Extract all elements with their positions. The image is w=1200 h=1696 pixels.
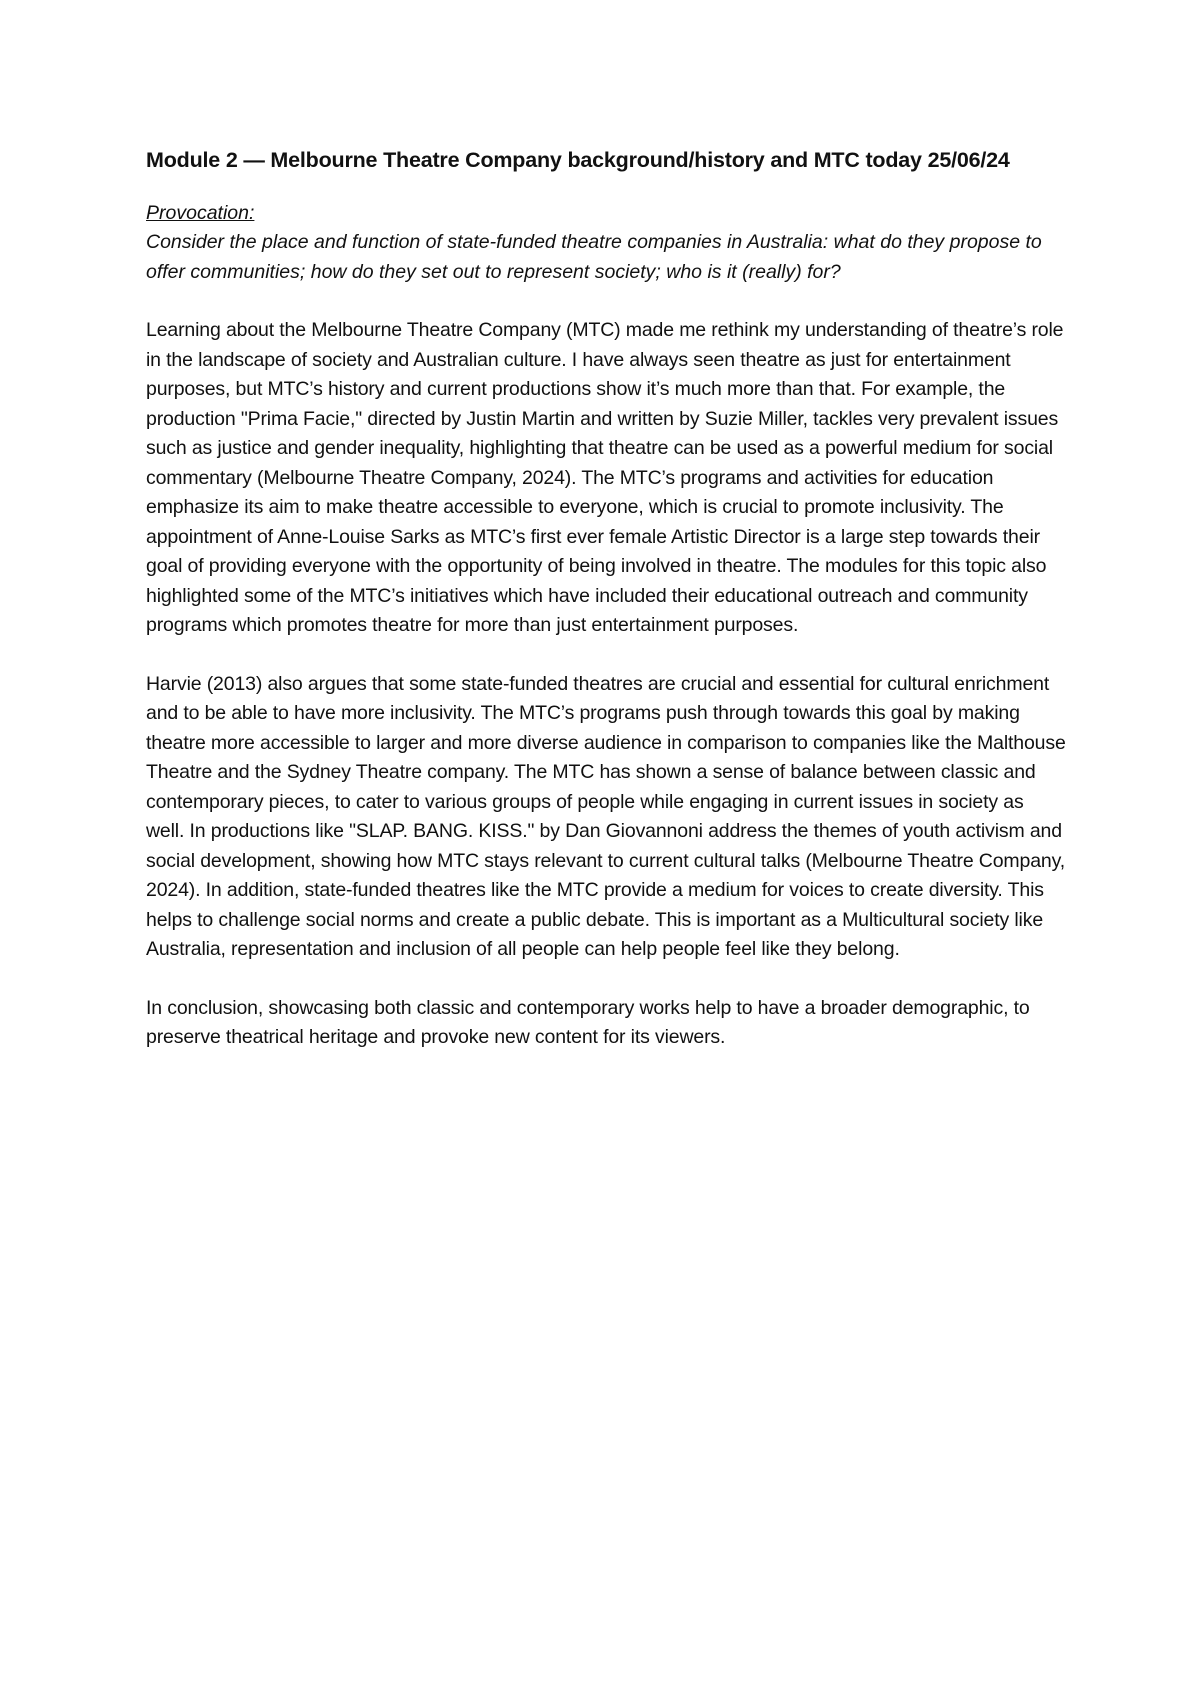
- document-title: Module 2 — Melbourne Theatre Company background/history and MTC today 25/06/24: [146, 148, 1010, 172]
- provocation-label: Provocation:: [146, 202, 255, 224]
- provocation-text: Consider the place and function of state-funded theatre companies in Australia: what do they propose to offer communities; how do they set out to represent society; who is it (really) for?: [146, 231, 1042, 283]
- paragraph-2: Harvie (2013) also argues that some state-funded theatres are crucial and essential for cultural enrichment and to be able to have more inclusivity. The MTC’s programs push through towards this goal by making theatre more accessible to larger and more diverse audience in comparison to companies like the Malthouse Theatre and the Sydney Theatre company. The MTC has shown a sense of balance between classic and contemporary pieces, to cater to various groups of people while engaging in current issues in society as well. In productions like "SLAP. BANG. KISS." by Dan Giovannoni address the themes of youth activism and social development, showing how MTC stays relevant to current cultural talks (Melbourne Theatre Company, 2024). In addition, state-funded theatres like the MTC provide a medium for voices to create diversity. This helps to challenge social norms and create a public debate. This is important as a Multicultural society like Australia, representation and inclusion of all people can help people feel like they belong.: [146, 672, 1066, 960]
- paragraph-1: Learning about the Melbourne Theatre Company (MTC) made me rethink my understanding of theatre’s role in the landscape of society and Australian culture. I have always seen theatre as just for entertainment purposes, but MTC’s history and current productions show it’s much more than that. For example, the production "Prima Facie," directed by Justin Martin and written by Suzie Miller, tackles very prevalent issues such as justice and gender inequality, highlighting that theatre can be used as a powerful medium for social commentary (Melbourne Theatre Company, 2024). The MTC’s programs and activities for education emphasize its aim to make theatre accessible to everyone, which is crucial to promote inclusivity. The appointment of Anne-Louise Sarks as MTC’s first ever female Artistic Director is a large step towards their goal of providing everyone with the opportunity of being involved in theatre. The modules for this topic also highlighted some of the MTC’s initiatives which have included their educational outreach and community programs which promotes theatre for more than just entertainment purposes.: [146, 319, 1064, 636]
- paragraph-3: In conclusion, showcasing both classic and contemporary works help to have a broader demographic, to preserve theatrical heritage and provoke new content for its viewers.: [146, 996, 1030, 1048]
- document-body: [146, 145, 1066, 1053]
